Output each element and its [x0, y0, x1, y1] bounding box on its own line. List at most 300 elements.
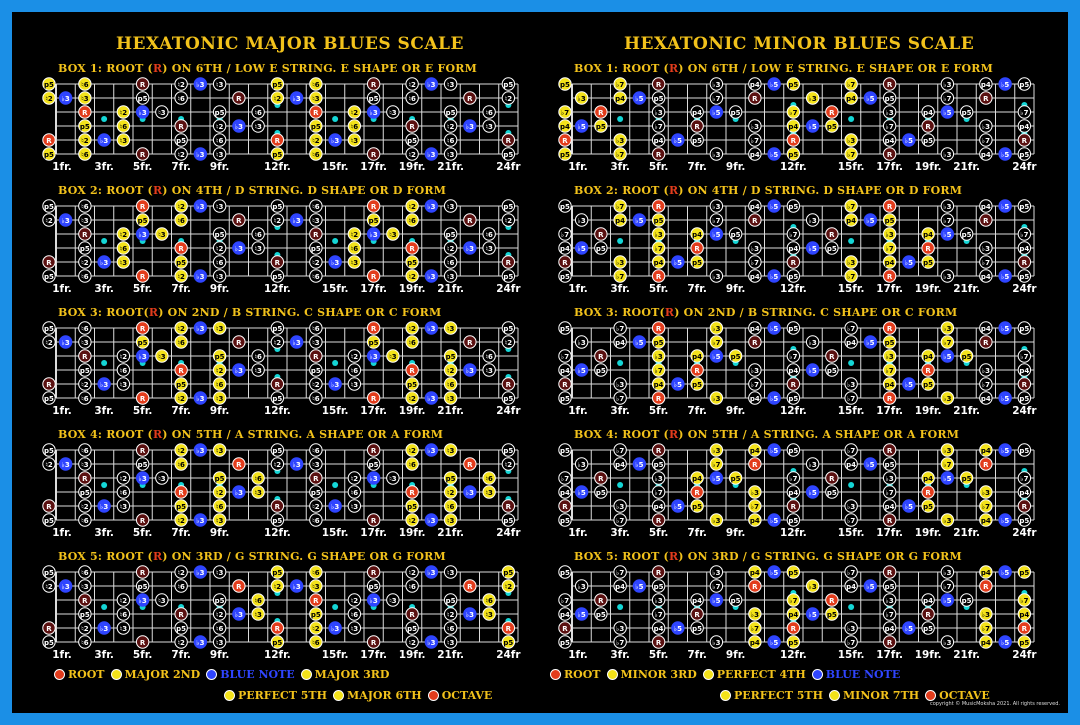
- note-label: ♭7: [750, 624, 759, 633]
- note-label: ♮3: [312, 94, 320, 103]
- note-dot: [310, 242, 322, 254]
- note-dot: [348, 486, 360, 498]
- note-label: ♭3: [100, 136, 109, 145]
- note-label: ♭3: [712, 394, 721, 403]
- note-dot: [710, 106, 722, 118]
- note-label: R: [886, 516, 893, 525]
- note-dot: [502, 444, 514, 456]
- minor-fretboard-3: [559, 322, 1038, 417]
- fret-number-label: 7fr.: [171, 649, 191, 661]
- note-label: R: [829, 108, 835, 117]
- note-dot: [406, 214, 418, 226]
- note-dot: [559, 322, 571, 334]
- note-dot: [310, 228, 322, 240]
- note-label: ♭3: [943, 394, 952, 403]
- note-dot: [310, 444, 322, 456]
- note-label: ♮2: [504, 94, 513, 103]
- note-label: ♭7: [1020, 596, 1029, 605]
- note-label: ♮6: [408, 94, 416, 103]
- note-label: p5: [1019, 516, 1030, 525]
- note-label: ♭7: [616, 638, 625, 647]
- note-dot: [310, 608, 322, 620]
- note-dot: [406, 120, 418, 132]
- note-dot: [1018, 392, 1030, 404]
- note-dot: [310, 92, 322, 104]
- note-dot: [845, 500, 857, 512]
- note-label: R: [467, 338, 473, 347]
- fret-number-label: 9fr.: [725, 283, 746, 295]
- note-dot: [79, 378, 91, 390]
- note-label: ♭3: [808, 94, 817, 103]
- note-label: ♭7: [654, 244, 663, 253]
- fret-number-label: 17fr.: [876, 649, 904, 661]
- note-dot: [367, 78, 379, 90]
- note-dot: [483, 120, 495, 132]
- note-dot: [883, 486, 895, 498]
- note-label: R: [925, 366, 931, 375]
- note-dot: [559, 608, 571, 620]
- note-dot: [575, 458, 587, 470]
- note-label: R: [46, 380, 52, 389]
- note-dot: [175, 444, 187, 456]
- fret-number-label: 17fr.: [360, 649, 388, 661]
- fret-number-label: 9fr.: [209, 161, 230, 173]
- note-dot: [922, 242, 934, 254]
- note-label: R: [82, 230, 88, 239]
- note-dot: [367, 594, 379, 606]
- note-dot: [999, 270, 1011, 282]
- note-label: ♭3: [750, 244, 759, 253]
- note-label: ♮2: [177, 638, 185, 647]
- note-dot: [348, 608, 360, 620]
- note-dot: [1018, 514, 1030, 526]
- note-dot: [883, 444, 895, 456]
- note-dot: [787, 364, 799, 376]
- note-label: ♮6: [312, 150, 320, 159]
- note-dot: [1018, 322, 1030, 334]
- note-label: ♭5: [712, 596, 721, 605]
- note-dot: [136, 392, 148, 404]
- note-dot: [960, 350, 972, 362]
- note-label: p5: [826, 244, 837, 253]
- note-label: ♭3: [712, 568, 721, 577]
- note-label: ♮6: [312, 516, 320, 525]
- note-dot: [310, 378, 322, 390]
- note-dot: [367, 200, 379, 212]
- note-dot: [329, 256, 341, 268]
- note-dot: [575, 336, 587, 348]
- note-dot: [444, 120, 456, 132]
- note-label: p4: [1019, 366, 1030, 375]
- note-label: p4: [1019, 610, 1030, 619]
- fret-number-label: 5fr.: [132, 405, 153, 417]
- note-label: ♮2: [177, 394, 185, 403]
- note-dot: [883, 78, 895, 90]
- note-label: ♭7: [712, 582, 721, 591]
- note-label: ♮6: [408, 338, 416, 347]
- fret-number-label: 19fr.: [914, 649, 942, 661]
- note-label: p5: [44, 202, 54, 211]
- legend-swatch-yellow: [720, 690, 731, 701]
- note-dot: [1018, 472, 1030, 484]
- note-dot: [980, 636, 992, 648]
- note-dot: [903, 378, 915, 390]
- fret-marker: [332, 238, 338, 244]
- note-label: ♭3: [61, 94, 70, 103]
- note-dot: [672, 256, 684, 268]
- note-label: ♭5: [904, 624, 913, 633]
- note-dot: [117, 134, 129, 146]
- note-label: ♭5: [943, 230, 952, 239]
- note-dot: [614, 622, 626, 634]
- note-dot: [233, 486, 245, 498]
- note-dot: [595, 472, 607, 484]
- note-dot: [710, 270, 722, 282]
- box-label-suffix: ) ON 6TH / LOW E STRING. E SHAPE OR E FORM: [678, 62, 993, 75]
- note-label: ♭5: [943, 596, 952, 605]
- note-dot: [826, 228, 838, 240]
- note-label: ♮2: [119, 596, 128, 605]
- note-label: ♭5: [904, 258, 913, 267]
- note-label: R: [139, 568, 146, 577]
- note-label: ♮3: [485, 122, 493, 131]
- note-label: R: [139, 516, 146, 525]
- note-label: ♭3: [885, 230, 894, 239]
- note-label: p5: [503, 272, 514, 281]
- note-label: ♮6: [350, 610, 359, 619]
- note-label: ♭5: [712, 474, 721, 483]
- note-label: p5: [368, 338, 379, 347]
- note-dot: [175, 392, 187, 404]
- note-dot: [787, 350, 799, 362]
- note-label: R: [655, 202, 662, 211]
- note-dot: [652, 458, 664, 470]
- note-label: p5: [79, 366, 90, 375]
- note-label: ♮6: [312, 394, 320, 403]
- note-label: p4: [788, 488, 799, 497]
- note-dot: [749, 78, 761, 90]
- note-label: ♭3: [100, 380, 109, 389]
- note-dot: [652, 200, 664, 212]
- note-label: ♭5: [712, 230, 721, 239]
- note-label: ♮3: [446, 324, 455, 333]
- note-dot: [787, 392, 799, 404]
- note-dot: [502, 336, 514, 348]
- note-dot: [652, 228, 664, 240]
- note-label: p5: [214, 596, 225, 605]
- note-label: ♮6: [312, 80, 320, 89]
- note-dot: [233, 92, 245, 104]
- legend-item: [607, 668, 697, 681]
- note-dot: [175, 514, 187, 526]
- note-dot: [213, 242, 225, 254]
- fret-number-label: 9fr.: [725, 405, 746, 417]
- note-label: R: [409, 122, 415, 131]
- fret-number-label: 1fr.: [52, 527, 72, 539]
- box-label-suffix: ) ON 4TH / D STRING. D SHAPE OR D FORM: [678, 184, 963, 197]
- box-label-suffix: ) ON 2ND / B STRING. C SHAPE OR C FORM: [674, 306, 958, 319]
- note-dot: [444, 514, 456, 526]
- note-label: R: [886, 446, 893, 455]
- note-dot: [59, 580, 71, 592]
- fret-marker: [848, 482, 854, 488]
- note-label: p5: [407, 502, 418, 511]
- note-dot: [652, 120, 664, 132]
- note-dot: [922, 622, 934, 634]
- note-dot: [710, 336, 722, 348]
- note-dot: [845, 566, 857, 578]
- note-label: R: [236, 94, 242, 103]
- note-dot: [117, 228, 129, 240]
- fret-number-label: 15fr.: [837, 283, 865, 295]
- note-dot: [464, 580, 476, 592]
- note-label: ♭3: [369, 474, 378, 483]
- note-label: ♭5: [1001, 150, 1010, 159]
- fret-marker: [617, 116, 623, 122]
- fret-number-label: 12fr.: [263, 283, 291, 295]
- note-label: R: [886, 638, 893, 647]
- note-dot: [502, 392, 514, 404]
- note-label: p5: [788, 638, 799, 647]
- note-dot: [691, 228, 703, 240]
- note-label: p4: [560, 488, 570, 497]
- note-label: ♭3: [885, 474, 894, 483]
- box-label-root: R: [152, 550, 163, 563]
- note-dot: [213, 200, 225, 212]
- legend-item: [703, 668, 806, 681]
- note-label: p5: [79, 488, 90, 497]
- note-label: R: [829, 596, 835, 605]
- note-label: p5: [653, 216, 664, 225]
- note-dot: [425, 444, 437, 456]
- note-dot: [691, 134, 703, 146]
- note-dot: [175, 566, 187, 578]
- legend-label: PERFECT 5TH: [238, 689, 327, 702]
- note-label: ♭5: [673, 258, 682, 267]
- legend-item: [224, 689, 327, 702]
- legend-swatch-yellow: [607, 669, 618, 680]
- note-label: R: [694, 244, 700, 253]
- note-dot: [922, 500, 934, 512]
- note-dot: [117, 594, 129, 606]
- note-label: ♮3: [389, 352, 397, 361]
- note-dot: [729, 350, 741, 362]
- note-dot: [922, 134, 934, 146]
- note-label: ♭3: [196, 324, 205, 333]
- note-dot: [845, 580, 857, 592]
- note-label: ♮3: [158, 352, 166, 361]
- fret-marker: [101, 360, 107, 366]
- note-label: ♮6: [215, 136, 224, 145]
- fret-number-label: 24fr: [496, 283, 521, 295]
- fret-number-label: 19fr.: [398, 527, 426, 539]
- note-dot: [213, 148, 225, 160]
- note-label: p4: [980, 150, 991, 159]
- note-label: p5: [44, 446, 54, 455]
- note-dot: [960, 228, 972, 240]
- note-label: p4: [749, 150, 760, 159]
- note-dot: [213, 228, 225, 240]
- fret-number-label: 17fr.: [360, 405, 388, 417]
- note-dot: [806, 242, 818, 254]
- note-label: R: [1021, 136, 1028, 145]
- note-label: ♭5: [770, 446, 779, 455]
- note-label: ♮6: [485, 474, 493, 483]
- note-label: ♭3: [331, 502, 340, 511]
- note-dot: [444, 566, 456, 578]
- note-label: p4: [749, 516, 760, 525]
- note-label: ♮3: [350, 380, 359, 389]
- note-label: ♮3: [158, 474, 166, 483]
- note-dot: [691, 350, 703, 362]
- note-label: p4: [788, 366, 799, 375]
- note-label: ♮2: [408, 638, 416, 647]
- note-label: p4: [749, 394, 760, 403]
- note-dot: [941, 458, 953, 470]
- note-label: ♮6: [81, 202, 89, 211]
- note-label: ♭7: [750, 380, 759, 389]
- note-label: ♭7: [789, 596, 798, 605]
- note-label: p5: [884, 460, 895, 469]
- note-label: ♮3: [215, 638, 224, 647]
- note-dot: [406, 270, 418, 282]
- note-dot: [502, 200, 514, 212]
- note-dot: [710, 566, 722, 578]
- note-label: ♮3: [350, 502, 359, 511]
- box-label-suffix: ) ON 3RD / G STRING. G SHAPE OR G FORM: [162, 550, 446, 563]
- note-label: ♭3: [138, 108, 147, 117]
- note-label: ♮2: [81, 624, 89, 633]
- note-label: ♭3: [234, 244, 243, 253]
- note-label: R: [313, 230, 319, 239]
- note-label: ♮6: [81, 394, 89, 403]
- note-dot: [575, 242, 587, 254]
- note-label: ♭3: [981, 244, 990, 253]
- note-dot: [980, 134, 992, 146]
- note-dot: [194, 148, 206, 160]
- chart-frame: [12, 12, 1068, 713]
- note-label: ♭3: [885, 352, 894, 361]
- note-dot: [213, 636, 225, 648]
- note-label: ♮2: [408, 150, 416, 159]
- note-dot: [98, 134, 110, 146]
- note-dot: [787, 500, 799, 512]
- note-dot: [1018, 78, 1030, 90]
- note-label: R: [790, 502, 797, 511]
- note-dot: [136, 270, 148, 282]
- note-dot: [787, 242, 799, 254]
- fret-marker: [101, 238, 107, 244]
- note-label: R: [752, 582, 758, 591]
- note-label: p5: [368, 94, 379, 103]
- note-dot: [941, 636, 953, 648]
- note-dot: [710, 458, 722, 470]
- note-label: R: [598, 230, 604, 239]
- note-dot: [213, 134, 225, 146]
- note-dot: [444, 106, 456, 118]
- note-dot: [329, 622, 341, 634]
- legend-minor: [550, 668, 996, 704]
- fret-marker: [848, 116, 854, 122]
- note-label: p5: [445, 474, 456, 483]
- note-dot: [595, 594, 607, 606]
- note-label: ♭7: [981, 380, 990, 389]
- note-label: ♭3: [616, 502, 625, 511]
- note-dot: [614, 636, 626, 648]
- note-dot: [559, 622, 571, 634]
- legend-swatch-yellow: [333, 690, 344, 701]
- note-label: ♭5: [1001, 638, 1010, 647]
- fret-number-label: 24fr: [496, 527, 521, 539]
- note-label: ♭3: [616, 624, 625, 633]
- note-dot: [749, 336, 761, 348]
- note-label: p4: [615, 216, 626, 225]
- note-dot: [444, 392, 456, 404]
- note-dot: [213, 444, 225, 456]
- note-dot: [595, 106, 607, 118]
- note-dot: [213, 120, 225, 132]
- note-dot: [444, 608, 456, 620]
- note-label: p5: [961, 474, 972, 483]
- note-label: p5: [137, 216, 148, 225]
- note-dot: [768, 392, 780, 404]
- note-label: ♮2: [446, 488, 455, 497]
- box-label-suffix: ) ON 6TH / LOW E STRING. E SHAPE OR E FORM: [162, 62, 477, 75]
- note-label: ♭5: [577, 122, 586, 131]
- note-label: ♮2: [504, 460, 513, 469]
- note-label: ♮3: [446, 80, 455, 89]
- note-label: ♭5: [635, 94, 644, 103]
- note-dot: [444, 486, 456, 498]
- note-dot: [425, 392, 437, 404]
- note-dot: [729, 106, 741, 118]
- note-dot: [136, 228, 148, 240]
- note-label: ♮6: [350, 366, 359, 375]
- note-label: ♮3: [446, 446, 455, 455]
- note-dot: [406, 608, 418, 620]
- note-label: p5: [653, 94, 664, 103]
- note-label: ♮6: [119, 366, 128, 375]
- note-dot: [117, 120, 129, 132]
- note-dot: [271, 636, 283, 648]
- note-dot: [691, 472, 703, 484]
- note-label: ♭7: [654, 488, 663, 497]
- note-label: p5: [560, 568, 570, 577]
- note-dot: [749, 514, 761, 526]
- note-label: ♮3: [254, 488, 262, 497]
- note-dot: [444, 364, 456, 376]
- fret-number-label: 21fr.: [437, 405, 465, 417]
- note-label: ♭3: [577, 582, 586, 591]
- note-label: ♭3: [943, 638, 952, 647]
- note-label: p5: [884, 216, 895, 225]
- note-dot: [252, 120, 264, 132]
- note-dot: [43, 270, 55, 282]
- note-dot: [213, 322, 225, 334]
- note-dot: [271, 444, 283, 456]
- major-fretboard-3: [43, 322, 522, 417]
- box-label-root: R: [668, 428, 679, 441]
- note-dot: [768, 322, 780, 334]
- note-dot: [79, 622, 91, 634]
- note-label: ♭5: [808, 610, 817, 619]
- note-label: R: [1021, 624, 1028, 633]
- fret-marker: [101, 604, 107, 610]
- note-dot: [845, 336, 857, 348]
- note-label: R: [82, 474, 88, 483]
- note-dot: [710, 322, 722, 334]
- note-dot: [348, 472, 360, 484]
